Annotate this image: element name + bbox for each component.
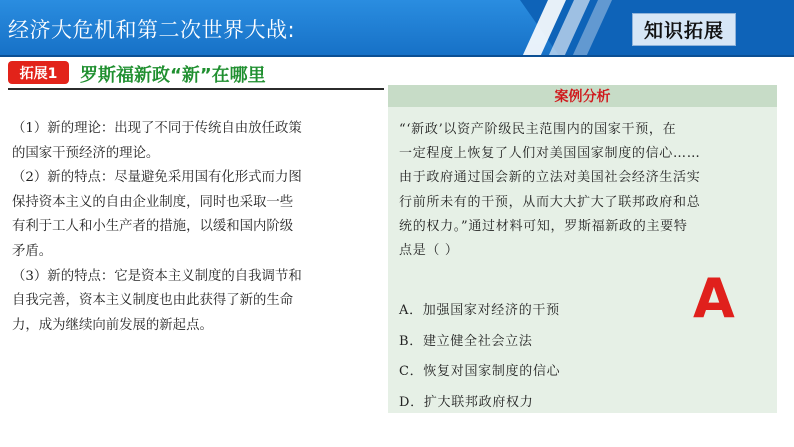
case-analysis-panel xyxy=(388,85,777,413)
left-content-text xyxy=(12,117,384,338)
text-line: “‘新政’以资产阶级民主范围内的国家干预，在 xyxy=(399,122,677,137)
text-line: （1）新的理论：出现了不同于传统自由放任政策 xyxy=(12,121,302,136)
option-d: D．扩大联邦政府权力 xyxy=(399,394,534,410)
text-line: 一定程度上恢复了人们对美国国家制度的信心…… xyxy=(399,146,701,162)
section-title: 罗斯福新政“新”在哪里 xyxy=(80,65,266,86)
text-line: 有利于工人和小生产者的措施，以缓和国内阶级 xyxy=(12,219,294,235)
extension-tag: 拓展1 xyxy=(8,61,69,84)
answer-options xyxy=(399,296,699,418)
text-line: 行前所未有的干预，从而大大扩大了联邦政府和总 xyxy=(399,194,701,210)
text-line: 自我完善，资本主义制度也由此获得了新的生命 xyxy=(12,293,294,309)
case-analysis-heading: 案例分析 xyxy=(554,89,611,105)
case-analysis-header xyxy=(388,85,777,107)
text-line: 统的权力。”通过材料可知，罗斯福新政的主要特 xyxy=(399,218,688,234)
header-banner xyxy=(0,0,794,57)
option-b: B．建立健全社会立法 xyxy=(399,333,533,349)
answer-letter: A xyxy=(693,267,735,330)
text-line: 矛盾。 xyxy=(12,243,53,259)
text-line: （3）新的特点：它是资本主义制度的自我调节和 xyxy=(12,268,302,284)
text-line: 由于政府通过国会新的立法对美国社会经济生活实 xyxy=(399,170,701,186)
text-line: 点是（ ） xyxy=(399,243,459,259)
text-line: 保持资本主义的自由企业制度，同时也采取一些 xyxy=(12,194,294,210)
case-question-text xyxy=(399,118,771,263)
text-line: 的国家干预经济的理论。 xyxy=(12,145,160,161)
option-a: A．加强国家对经济的干预 xyxy=(399,303,560,318)
text-line: 力，成为继续向前发展的新起点。 xyxy=(12,317,213,333)
text-line: （2）新的特点：尽量避免采用国有化形式而力图 xyxy=(12,170,302,186)
page-title: 经济大危机和第二次世界大战: xyxy=(8,18,296,42)
option-c: C．恢复对国家制度的信心 xyxy=(399,364,561,379)
knowledge-extension-badge: 知识拓展 xyxy=(632,13,736,46)
